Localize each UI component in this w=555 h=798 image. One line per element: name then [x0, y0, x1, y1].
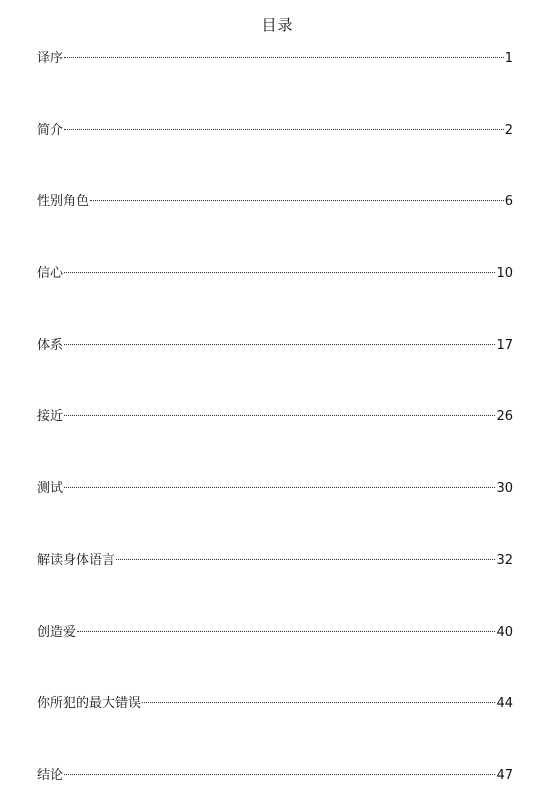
- toc-dot-leader: [116, 559, 495, 560]
- toc-entry-label: 简介: [37, 122, 64, 138]
- toc-entry[interactable]: [37, 622, 513, 644]
- toc-entry-label: 译序: [37, 51, 64, 66]
- toc-dot-leader: [64, 129, 504, 130]
- toc-entry-page-number: 17: [496, 337, 513, 353]
- toc-dot-leader: [64, 415, 495, 416]
- toc-entry-label: 体系: [37, 337, 64, 353]
- toc-entry-label: 解读身体语言: [37, 552, 116, 568]
- toc-entry-page-number: 32: [496, 552, 513, 568]
- toc-dot-leader: [64, 272, 495, 273]
- toc-dot-leader: [142, 702, 495, 703]
- toc-entry[interactable]: [37, 48, 513, 70]
- toc-entry-page-number: 6: [504, 194, 513, 210]
- toc-entry-page-number: 47: [496, 767, 513, 783]
- toc-dot-leader: [64, 344, 495, 345]
- toc-dot-leader: [64, 57, 504, 58]
- toc-dot-leader: [64, 487, 495, 488]
- table-of-contents: [37, 48, 513, 787]
- toc-entry[interactable]: [37, 550, 513, 572]
- toc-entry-page-number: 2: [504, 122, 513, 138]
- toc-entry-label: 信心: [37, 266, 64, 282]
- toc-entry[interactable]: [37, 335, 513, 357]
- toc-entry-label: 测试: [37, 481, 64, 497]
- toc-entry[interactable]: [37, 478, 513, 500]
- toc-entry-page-number: 44: [496, 696, 513, 712]
- toc-entry-label: 你所犯的最大错误: [37, 696, 142, 712]
- toc-entry-page-number: 30: [496, 481, 513, 497]
- toc-dot-leader: [77, 631, 495, 632]
- toc-entry-label: 接近: [37, 409, 64, 425]
- toc-entry[interactable]: [37, 406, 513, 428]
- toc-entry-label: 结论: [37, 767, 64, 783]
- toc-entry-page-number: 26: [496, 409, 513, 425]
- toc-entry[interactable]: [37, 693, 513, 715]
- toc-entry[interactable]: [37, 263, 513, 285]
- toc-entry-label: 性别角色: [37, 194, 90, 210]
- toc-dot-leader: [90, 200, 504, 201]
- toc-entry-page-number: 10: [496, 266, 513, 282]
- toc-dot-leader: [64, 774, 495, 775]
- toc-entry-page-number: 40: [496, 624, 513, 640]
- toc-entry-label: 创造爱: [37, 624, 77, 640]
- toc-entry[interactable]: [37, 120, 513, 142]
- toc-entry[interactable]: [37, 191, 513, 213]
- toc-entry[interactable]: [37, 765, 513, 787]
- toc-entry-page-number: 1: [504, 51, 513, 66]
- toc-title: 目录: [261, 16, 294, 34]
